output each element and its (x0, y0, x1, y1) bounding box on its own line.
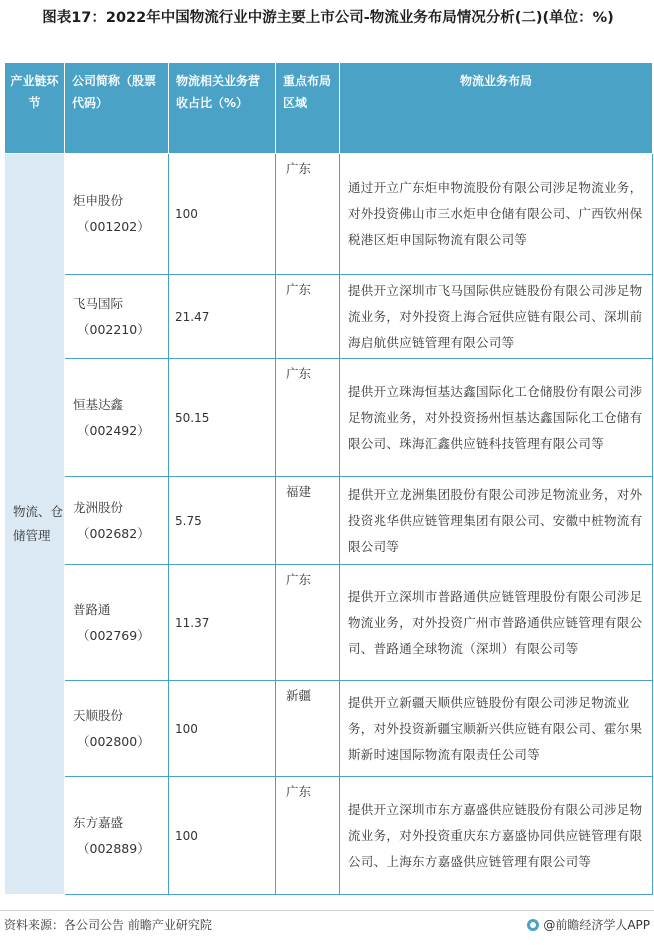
stock-code: （002682） (77, 525, 150, 541)
footer-divider (0, 910, 654, 911)
stock-code: （002889） (77, 840, 150, 856)
stock-code: （002492） (77, 422, 150, 438)
header-company: 公司简称（股票代码） (65, 63, 169, 154)
company-cell (65, 565, 169, 681)
header-chain: 产业链环节 (5, 63, 65, 154)
table-row (5, 681, 653, 777)
header-layout: 物流业务布局 (340, 63, 653, 154)
region-cell: 广东 (276, 154, 340, 275)
source-note: 资料来源：各公司公告 前瞻产业研究院 (4, 918, 212, 932)
share-cell: 21.47 (169, 275, 276, 359)
company-name: 龙洲股份 (73, 499, 124, 515)
company-cell (65, 477, 169, 565)
table-row (5, 477, 653, 565)
qianzhan-logo-icon (527, 919, 539, 931)
company-cell (65, 275, 169, 359)
header-share: 物流相关业务营收占比（%） (169, 63, 276, 154)
company-cell (65, 777, 169, 895)
company-name: 普路通 (73, 601, 111, 617)
share-cell: 50.15 (169, 359, 276, 477)
company-name: 炬申股份 (73, 193, 124, 208)
chain-cell: 物流、仓储管理 (5, 154, 65, 895)
app-credit-text: @前瞻经济学人APP (543, 918, 650, 932)
layout-cell: 提供开立深圳市飞马国际供应链股份有限公司涉足物流业务，对外投资上海合冠供应链有限公司、深圳前海启航供应链管理有限公司等 (340, 275, 653, 359)
region-cell: 广东 (276, 359, 340, 477)
stock-code: （002769） (77, 627, 150, 643)
company-name: 恒基达鑫 (73, 396, 124, 412)
footer (0, 913, 654, 937)
layout-cell: 提供开立新疆天顺供应链股份有限公司涉足物流业务，对外投资新疆宝顺新兴供应链有限公司、霍尔果斯新时速国际物流有限责任公司等 (340, 681, 653, 777)
company-cell (65, 359, 169, 477)
company-name: 东方嘉盛 (73, 814, 124, 830)
share-cell: 100 (169, 154, 276, 275)
layout-cell: 提供开立深圳市东方嘉盛供应链股份有限公司涉足物流业务，对外投资重庆东方嘉盛协同供应链管理有限公司、上海东方嘉盛供应链管理有限公司等 (340, 777, 653, 895)
figure-title: 图表17：2022年中国物流行业中游主要上市公司-物流业务布局情况分析(二)(单位：%) (42, 10, 614, 26)
layout-cell: 提供开立龙洲集团股份有限公司涉足物流业务，对外投资兆华供应链管理集团有限公司、安徽中桩物流有限公司等 (340, 477, 653, 565)
layout-cell: 提供开立珠海恒基达鑫国际化工仓储股份有限公司涉足物流业务，对外投资扬州恒基达鑫国际化工仓储有限公司、珠海汇鑫供应链科技管理有限公司等 (340, 359, 653, 477)
share-cell: 100 (169, 681, 276, 777)
layout-table (4, 62, 653, 895)
company-cell (65, 154, 169, 275)
company-cell (65, 681, 169, 777)
share-cell: 11.37 (169, 565, 276, 681)
region-cell: 福建 (276, 477, 340, 565)
company-name: 天顺股份 (73, 707, 124, 723)
table-row (5, 275, 653, 359)
app-credit (527, 913, 650, 937)
table-header-row (5, 63, 653, 154)
share-cell: 100 (169, 777, 276, 895)
region-cell: 广东 (276, 275, 340, 359)
header-region: 重点布局区域 (276, 63, 340, 154)
layout-cell: 提供开立深圳市普路通供应链管理股份有限公司涉足物流业务，对外投资广州市普路通供应链管理有限公司、普路通全球物流（深圳）有限公司等 (340, 565, 653, 681)
stock-code: （002800） (77, 733, 150, 749)
company-name: 飞马国际 (73, 295, 124, 311)
layout-cell: 通过开立广东炬申物流股份有限公司涉足物流业务，对外投资佛山市三水炬申仓储有限公司、广西钦州保税港区炬申国际物流有限公司等 (340, 154, 653, 275)
table-row (5, 777, 653, 895)
table-row (5, 565, 653, 681)
region-cell: 新疆 (276, 681, 340, 777)
region-cell: 广东 (276, 777, 340, 895)
share-cell: 5.75 (169, 477, 276, 565)
stock-code: （001202） (77, 219, 150, 234)
table-row (5, 154, 653, 275)
table-row (5, 359, 653, 477)
stock-code: （002210） (77, 321, 150, 337)
region-cell: 广东 (276, 565, 340, 681)
